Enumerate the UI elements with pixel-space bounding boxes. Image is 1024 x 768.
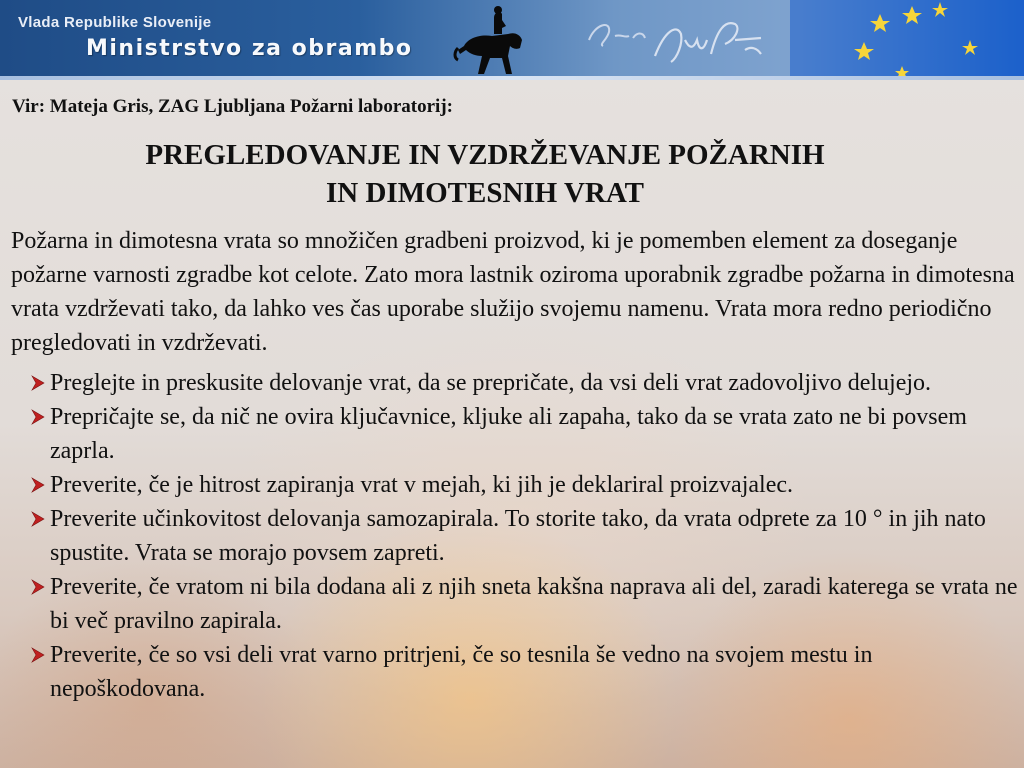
title-line-1: PREGLEDOVANJE IN VZDRŽEVANJE POŽARNIH: [145, 139, 825, 171]
arrow-bullet-icon: [30, 366, 48, 400]
list-item: [30, 400, 1020, 468]
arrow-bullet-icon: [30, 570, 48, 604]
eu-stars-flag-icon: [790, 0, 1024, 80]
list-item-text: Preverite, če so vsi deli vrat varno pritrjeni, če so tesnila še vedno na svojem mestu in nepoškodovana.: [50, 642, 873, 702]
list-item: [30, 366, 1020, 400]
bullet-list: [30, 366, 1020, 706]
ministry-header: [0, 0, 1024, 80]
list-item-text: Preverite, če vratom ni bila dodana ali z njih sneta kakšna naprava ali del, zaradi katerega se vrata ne bi več pravilno zapirala.: [50, 574, 1018, 634]
arrow-bullet-icon: [30, 638, 48, 672]
list-item: [30, 570, 1020, 638]
ministry-name: Ministrstvo za obrambo: [86, 36, 413, 61]
handwritten-signature-icon: [585, 10, 785, 70]
intro-paragraph: Požarna in dimotesna vrata so množičen gradbeni proizvod, ki je pomemben element za doseganje požarne varnosti zgradbe kot celote. Zato mora lastnik oziroma uporabnik zgradbe požarna in dimotesna vrata vzdrževati tako, da lahko ves čas uporabe služijo svojemu namenu. Vrata mora redno periodično pregledovati in vzdrževati.: [11, 228, 1015, 356]
list-item-text: Prepričajte se, da nič ne ovira ključavnice, kljuke ali zapaha, tako da se vrata zato ne bi povsem zaprla.: [50, 404, 967, 464]
list-item-text: Preverite, če je hitrost zapiranja vrat v mejah, ki jih je deklariral proizvajalec.: [50, 472, 794, 498]
list-item: [30, 638, 1020, 706]
list-item-text: Preglejte in preskusite delovanje vrat, da se prepričate, da vsi deli vrat zadovoljivo delujejo.: [50, 370, 932, 396]
arrow-bullet-icon: [30, 468, 48, 502]
list-item-text: Preverite učinkovitost delovanja samozapirala. To storite tako, da vrata odprete za 10 ° in jih nato spustite. Vrata se morajo povsem zapreti.: [50, 506, 986, 566]
arrow-bullet-icon: [30, 502, 48, 536]
slide-body: [0, 80, 1024, 768]
list-item: [30, 502, 1020, 570]
arrow-bullet-icon: [30, 400, 48, 434]
title-line-2: IN DIMOTESNIH VRAT: [326, 177, 644, 209]
list-item: [30, 468, 1020, 502]
slide-title: [0, 136, 970, 212]
equestrian-statue-icon: [450, 4, 540, 78]
government-name: Vlada Republike Slovenije: [18, 14, 212, 31]
source-line: Vir: Mateja Gris, ZAG Ljubljana Požarni laboratorij:: [12, 96, 453, 117]
